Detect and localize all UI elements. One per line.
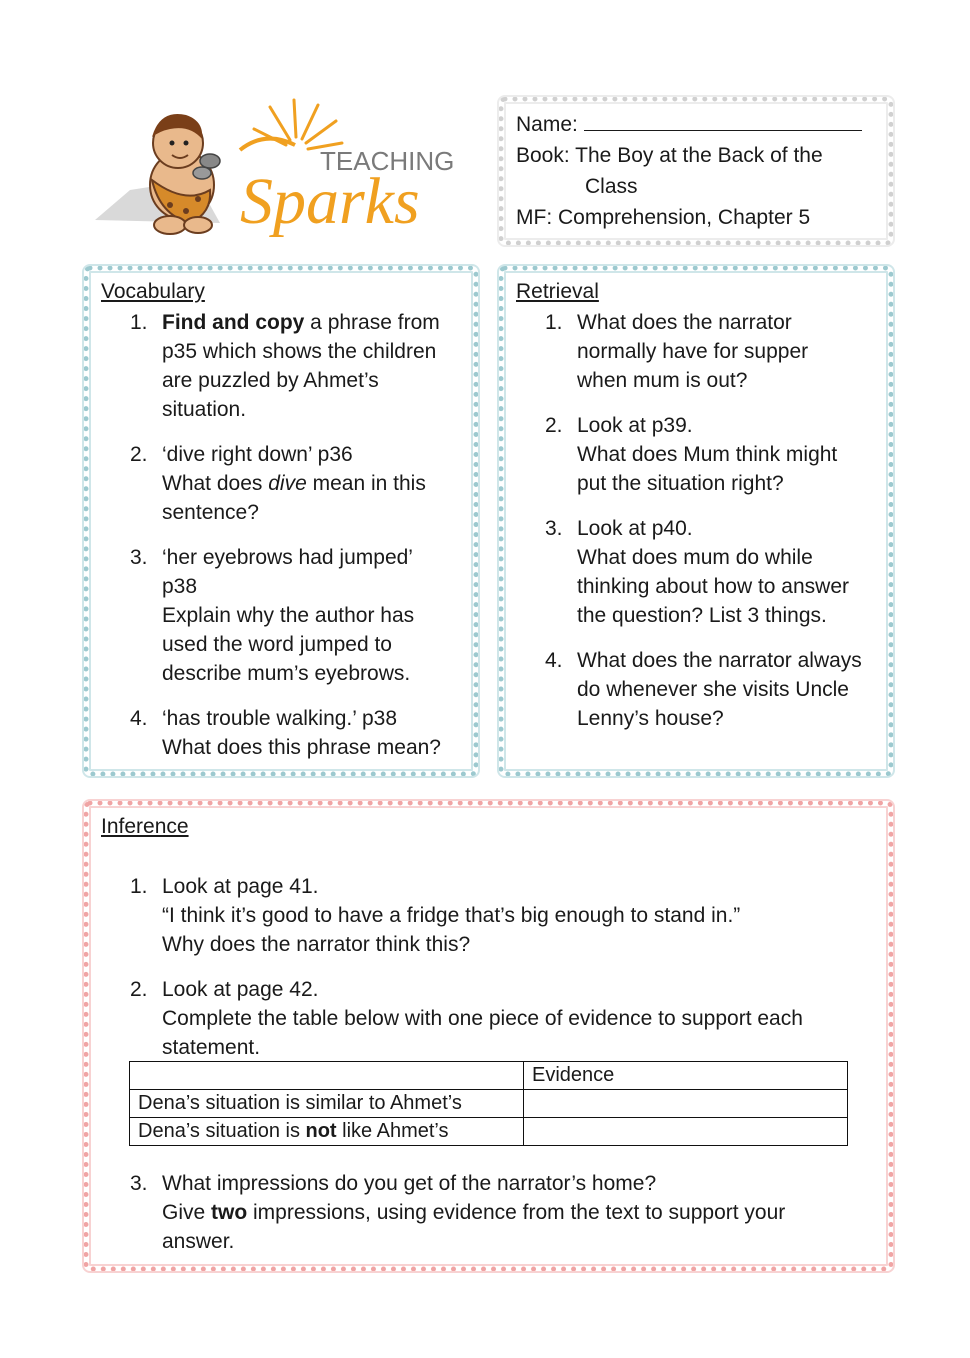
question-number: 2. — [545, 414, 563, 437]
question-text: Give — [162, 1201, 212, 1224]
book-title-line2: Class — [585, 175, 638, 198]
inference-q2-list — [130, 975, 870, 1062]
table-header-row — [130, 1062, 848, 1090]
question-text: p35 which shows the children — [162, 340, 437, 363]
emphasis-word: dive — [268, 472, 307, 495]
book-label: Book: — [516, 144, 570, 167]
question-text: the question? List 3 things. — [577, 604, 827, 627]
bold-word: two — [211, 1201, 248, 1224]
question-text: What does the narrator — [577, 311, 792, 334]
question-text: do whenever she visits Uncle — [577, 678, 849, 701]
question-text: Look at p39. — [577, 414, 693, 437]
question-text: What impressions do you get of the narrator’s home? — [162, 1172, 657, 1195]
question-number: 1. — [545, 311, 563, 334]
retrieval-q2 — [545, 411, 887, 498]
question-text: impressions, using evidence from the text to support your — [247, 1201, 786, 1224]
question-text: sentence? — [162, 501, 259, 524]
question-text: Why does the narrator think this? — [162, 933, 471, 956]
question-text: What does mum do while — [577, 546, 813, 569]
question-text: Explain why the author has — [162, 604, 415, 627]
question-number: 3. — [130, 1172, 148, 1195]
question-text: mean in this — [306, 472, 426, 495]
question-number: 4. — [130, 707, 148, 730]
question-number: 2. — [130, 978, 148, 1001]
inference-q1 — [130, 872, 870, 959]
retrieval-q4 — [545, 646, 887, 733]
vocabulary-q4 — [130, 704, 470, 762]
question-number: 2. — [130, 443, 148, 466]
book-row — [516, 141, 862, 170]
table-row — [130, 1118, 848, 1146]
book-title-line1: The Boy at the Back of the — [575, 144, 823, 167]
question-text: Complete the table below with one piece of evidence to support each — [162, 1007, 803, 1030]
question-text: a phrase from — [304, 311, 440, 334]
vocabulary-q3 — [130, 543, 470, 688]
vocabulary-q1 — [130, 308, 470, 424]
question-text: ‘dive right down’ p36 — [162, 443, 353, 466]
name-row — [516, 110, 862, 139]
question-text: thinking about how to answer — [577, 575, 850, 598]
table-row — [130, 1090, 848, 1118]
quote-text: “I think it’s good to have a fridge that’s big enough to stand in.” — [162, 904, 741, 927]
evidence-cell-not-like[interactable] — [524, 1118, 848, 1146]
table-header-blank — [130, 1062, 524, 1090]
caveman-mascot-icon — [90, 95, 470, 245]
question-number: 1. — [130, 311, 148, 334]
retrieval-heading: Retrieval — [516, 280, 599, 303]
vocabulary-q2 — [130, 440, 470, 527]
question-number: 4. — [545, 649, 563, 672]
question-text: Lenny’s house? — [577, 707, 724, 730]
question-number: 3. — [130, 546, 148, 569]
statement-not-like — [130, 1118, 524, 1146]
inference-q1-list — [130, 872, 870, 959]
teaching-sparks-logo — [90, 95, 470, 245]
evidence-table — [129, 1061, 848, 1146]
inference-q3-list — [130, 1169, 870, 1256]
question-text: ‘her eyebrows had jumped’ — [162, 546, 413, 569]
logo-word-sparks: Sparks — [240, 165, 420, 238]
retrieval-q3 — [545, 514, 887, 630]
question-text: when mum is out? — [577, 369, 748, 392]
question-text: What does — [162, 472, 269, 495]
question-number: 3. — [545, 517, 563, 540]
question-text: Look at p40. — [577, 517, 693, 540]
question-text: used the word jumped to — [162, 633, 392, 656]
name-field[interactable] — [584, 110, 862, 131]
statement-text: Dena’s situation is — [138, 1120, 306, 1142]
name-label: Name: — [516, 113, 578, 136]
inference-heading: Inference — [101, 815, 189, 838]
bold-word: not — [305, 1120, 337, 1142]
question-text: situation. — [162, 398, 247, 421]
vocabulary-questions — [130, 308, 470, 762]
question-text: Look at page 42. — [162, 978, 319, 1001]
question-text: ‘has trouble walking.’ p38 — [162, 707, 398, 730]
question-text: What does this phrase mean? — [162, 736, 441, 759]
retrieval-questions — [545, 308, 887, 733]
question-text: What does the narrator always — [577, 649, 862, 672]
evidence-cell-similar[interactable] — [524, 1090, 848, 1118]
table-header-evidence: Evidence — [524, 1062, 848, 1090]
question-text: are puzzled by Ahmet’s — [162, 369, 379, 392]
question-text: put the situation right? — [577, 472, 784, 495]
question-number: 1. — [130, 875, 148, 898]
question-text: normally have for supper — [577, 340, 809, 363]
vocabulary-heading: Vocabulary — [101, 280, 205, 303]
question-text: answer. — [162, 1230, 235, 1253]
question-text: describe mum’s eyebrows. — [162, 662, 411, 685]
question-text: p38 — [162, 575, 198, 598]
student-details-box — [499, 97, 893, 245]
retrieval-q1 — [545, 308, 887, 395]
statement-similar: Dena’s situation is similar to Ahmet’s — [130, 1090, 524, 1118]
mf-line: MF: Comprehension, Chapter 5 — [516, 206, 811, 229]
inference-q3 — [130, 1169, 870, 1256]
bold-instruction: Find and copy — [162, 311, 305, 334]
question-text: What does Mum think might — [577, 443, 838, 466]
statement-text: like Ahmet’s — [336, 1120, 449, 1142]
question-text: Look at page 41. — [162, 875, 319, 898]
logo-word-teaching: TEACHING — [320, 146, 455, 176]
question-text: statement. — [162, 1036, 261, 1059]
inference-q2 — [130, 975, 870, 1062]
